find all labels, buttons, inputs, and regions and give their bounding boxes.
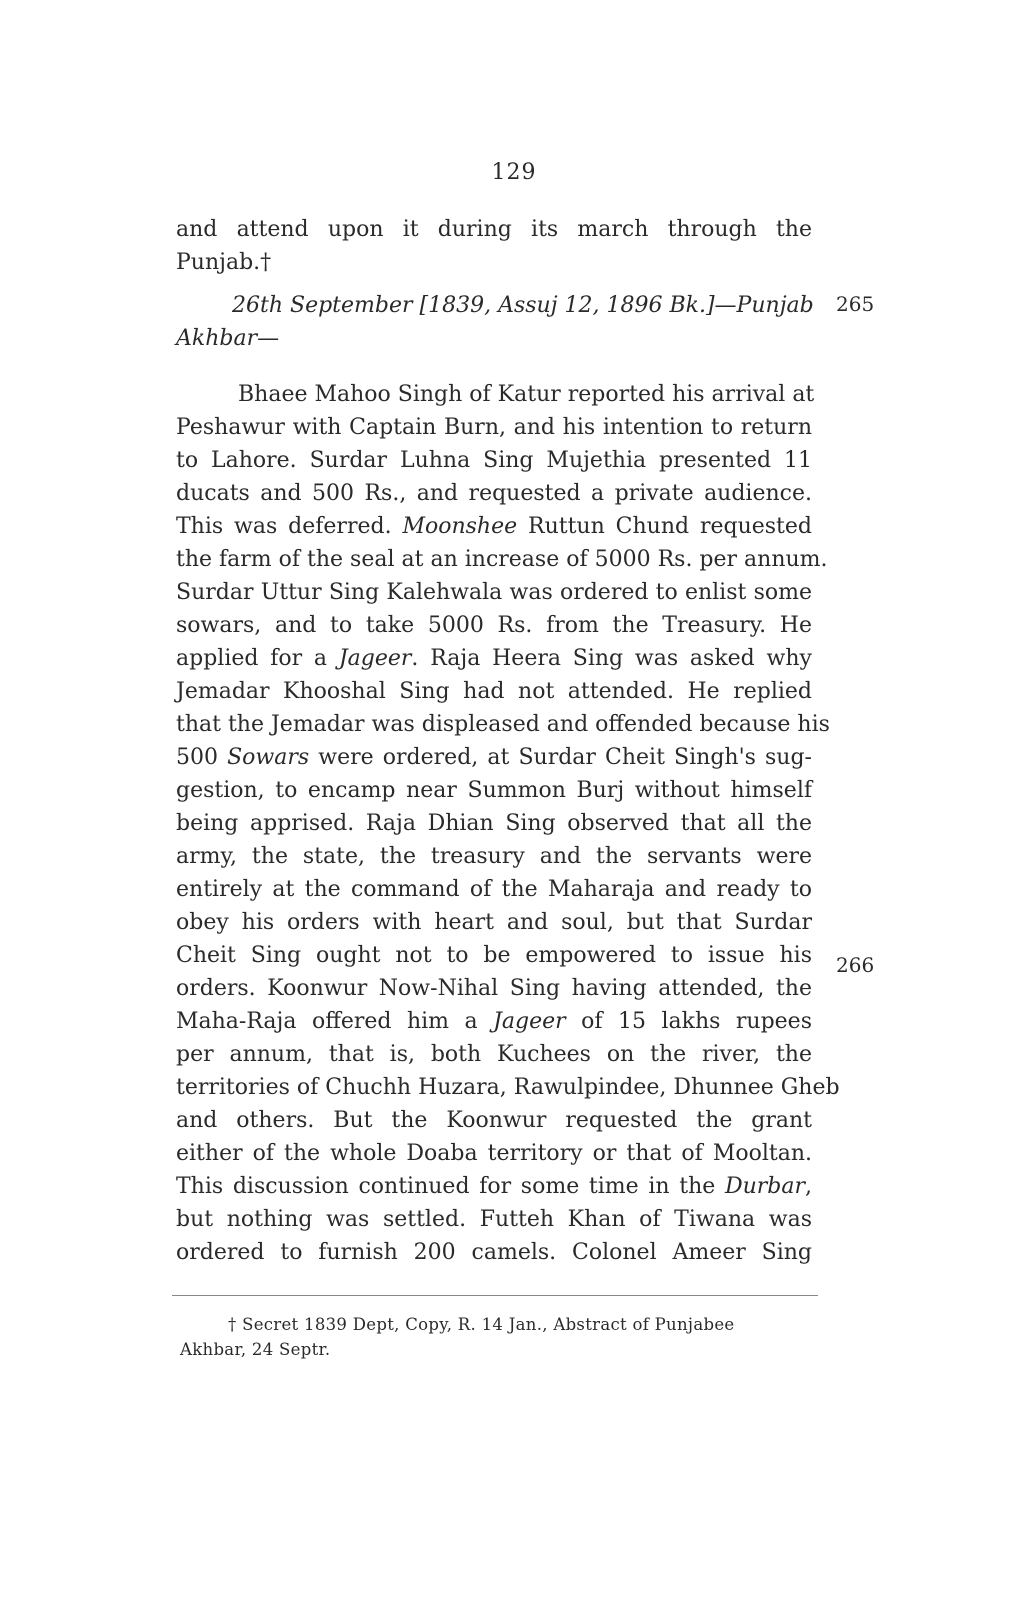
text-line: Cheit Sing ought not to be empowered to issue his [176,943,812,968]
text-line: Jemadar Khooshal Sing had not attended. He replied [176,679,812,704]
text-line: gestion, to encamp near Summon Burj without himself [176,778,812,803]
text-line: the farm of the seal at an increase of 5000 Rs. per annum. [176,547,828,572]
text-line: and others. But the Koonwur requested the grant [176,1108,812,1133]
footnote-line: † Secret 1839 Dept, Copy, R. 14 Jan., Abstract of Punjabee [228,1315,735,1334]
italic-term: Durbar [724,1174,805,1199]
text-line: army, the state, the treasury and the servants were [176,844,812,869]
text-line: This was deferred. Moonshee Ruttun Chund requested [176,514,813,539]
text-line: and attend upon it during its march through the [176,217,812,242]
margin-ref-265: 265 [836,292,875,316]
heading-line [176,290,812,323]
text-line: being apprised. Raja Dhian Sing observed that all the [176,811,812,836]
body-paragraph [176,378,840,1269]
italic-term: Jageer [338,646,412,671]
entry-heading [176,290,812,355]
italic-term: Jageer [493,1009,566,1034]
text-line: Maha-Raja offered him a Jageer of 15 lakhs rupees [176,1009,812,1034]
text-line: obey his orders with heart and soul, but that Surdar [176,910,812,935]
heading-line [176,323,812,356]
footnote [180,1312,820,1362]
text-line: that the Jemadar was displeased and offended because his [176,712,830,737]
text-line: 500 Sowars were ordered, at Surdar Cheit Singh's sug- [176,745,812,770]
text-line: entirely at the command of the Maharaja and ready to [176,877,812,902]
text-line: Surdar Uttur Sing Kalehwala was ordered to enlist some [176,580,812,605]
text-line: Punjab.† [176,249,272,275]
text-line: to Lahore. Surdar Luhna Sing Mujethia presented 11 [176,448,812,473]
text-line: sowars, and to take 5000 Rs. from the Treasury. He [176,613,812,638]
text-line: applied for a Jageer. Raja Heera Sing was asked why [176,646,812,671]
footnote-line: Akhbar, 24 Septr. [180,1340,331,1359]
text-line: ducats and 500 Rs., and requested a private audience. [176,481,812,506]
text-line: per annum, that is, both Kuchees on the river, the [176,1042,812,1067]
text-line: territories of Chuchh Huzara, Rawulpindee, Dhunnee Gheb [176,1075,840,1100]
footnote-rule [172,1295,818,1296]
text-line: Peshawur with Captain Burn, and his intention to return [176,415,812,440]
text-line: either of the whole Doaba territory or that of Mooltan. [176,1141,812,1166]
text-line: orders. Koonwur Now-Nihal Sing having attended, the [176,976,812,1001]
text-line: ordered to furnish 200 camels. Colonel Ameer Sing [176,1240,812,1265]
page-number: 129 [491,160,537,185]
text-line: This discussion continued for some time in the Durbar, [176,1174,812,1199]
italic-term: Sowars [227,745,310,770]
text-line: Bhaee Mahoo Singh of Katur reported his arrival at [238,382,815,407]
text-line: but nothing was settled. Futteh Khan of Tiwana was [176,1207,812,1232]
italic-term: Moonshee [402,514,518,539]
margin-ref-266: 266 [836,953,875,977]
intro-paragraph [176,214,812,279]
heading-source: Akhbar— [176,325,280,351]
heading-date: 26th September [1839, Assuj 12, 1896 Bk.]—Punjab [232,293,814,318]
